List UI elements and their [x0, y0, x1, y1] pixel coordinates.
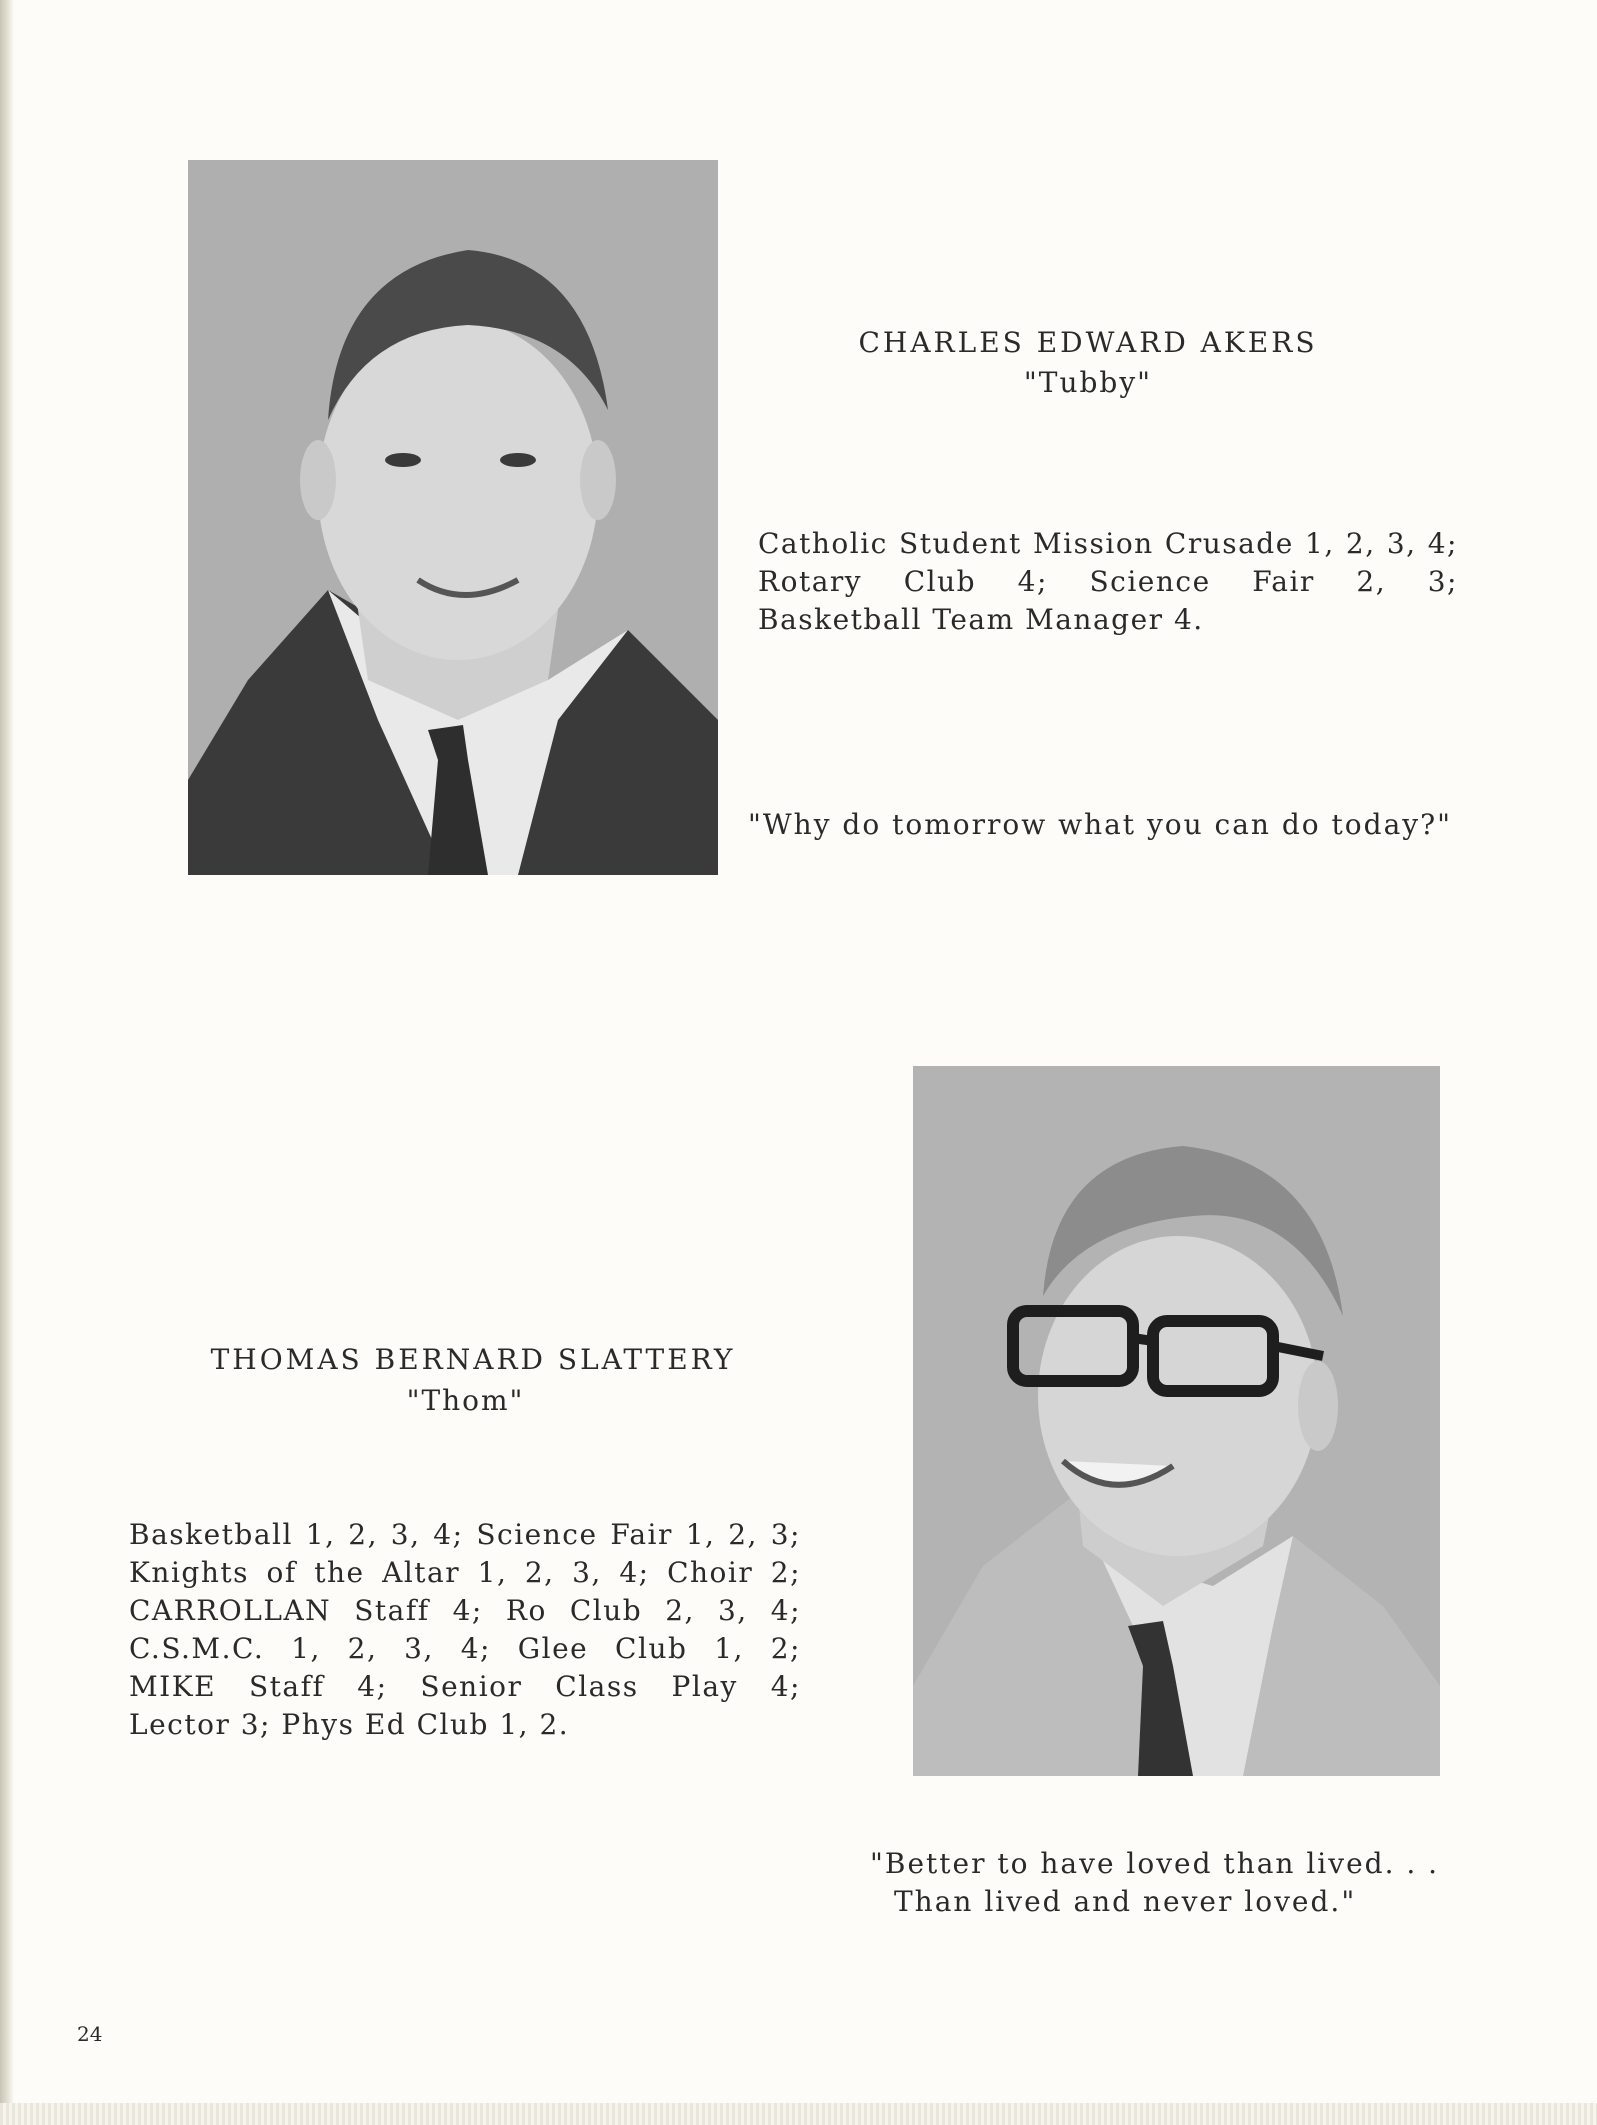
student-quote: [870, 1845, 1439, 1921]
quote-line: "Better to have loved than lived. . .: [870, 1847, 1440, 1880]
student-name: CHARLES EDWARD AKERS: [858, 326, 1318, 359]
activities-line: Rotary Club 4; Science Fair 2, 3;: [758, 565, 1458, 598]
activities-line: Basketball 1, 2, 3, 4; Science Fair 1, 2, 3;: [129, 1518, 801, 1551]
activities-line: Basketball Team Manager 4.: [758, 603, 1204, 636]
student-nickname: "Tubby": [1023, 366, 1153, 399]
page-number: 24: [77, 2022, 103, 2046]
activities-line: CARROLLAN Staff 4; Ro Club 2, 3, 4;: [129, 1594, 801, 1627]
page-bottom-edge: [0, 2103, 1597, 2125]
student-name: THOMAS BERNARD SLATTERY: [210, 1343, 736, 1376]
activities-line: Catholic Student Mission Crusade 1, 2, 3, 4;: [758, 527, 1458, 560]
page-binding-edge: [0, 0, 14, 2125]
quote-line: Than lived and never loved.": [894, 1885, 1357, 1918]
portrait-photo-akers: [188, 160, 718, 875]
activities-line: C.S.M.C. 1, 2, 3, 4; Glee Club 1, 2;: [129, 1632, 801, 1665]
student-quote: "Why do tomorrow what you can do today?": [748, 808, 1452, 841]
activities-line: Knights of the Altar 1, 2, 3, 4; Choir 2;: [129, 1556, 801, 1589]
portrait-photo-slattery: [913, 1066, 1440, 1776]
portrait-illustration: [188, 160, 718, 875]
activities-line: Lector 3; Phys Ed Club 1, 2.: [129, 1708, 570, 1741]
student-activities: [129, 1516, 801, 1744]
activities-line: MIKE Staff 4; Senior Class Play 4;: [129, 1670, 801, 1703]
student-activities: [758, 525, 1458, 639]
portrait-illustration: [913, 1066, 1440, 1776]
student-nickname: "Thom": [406, 1384, 525, 1417]
